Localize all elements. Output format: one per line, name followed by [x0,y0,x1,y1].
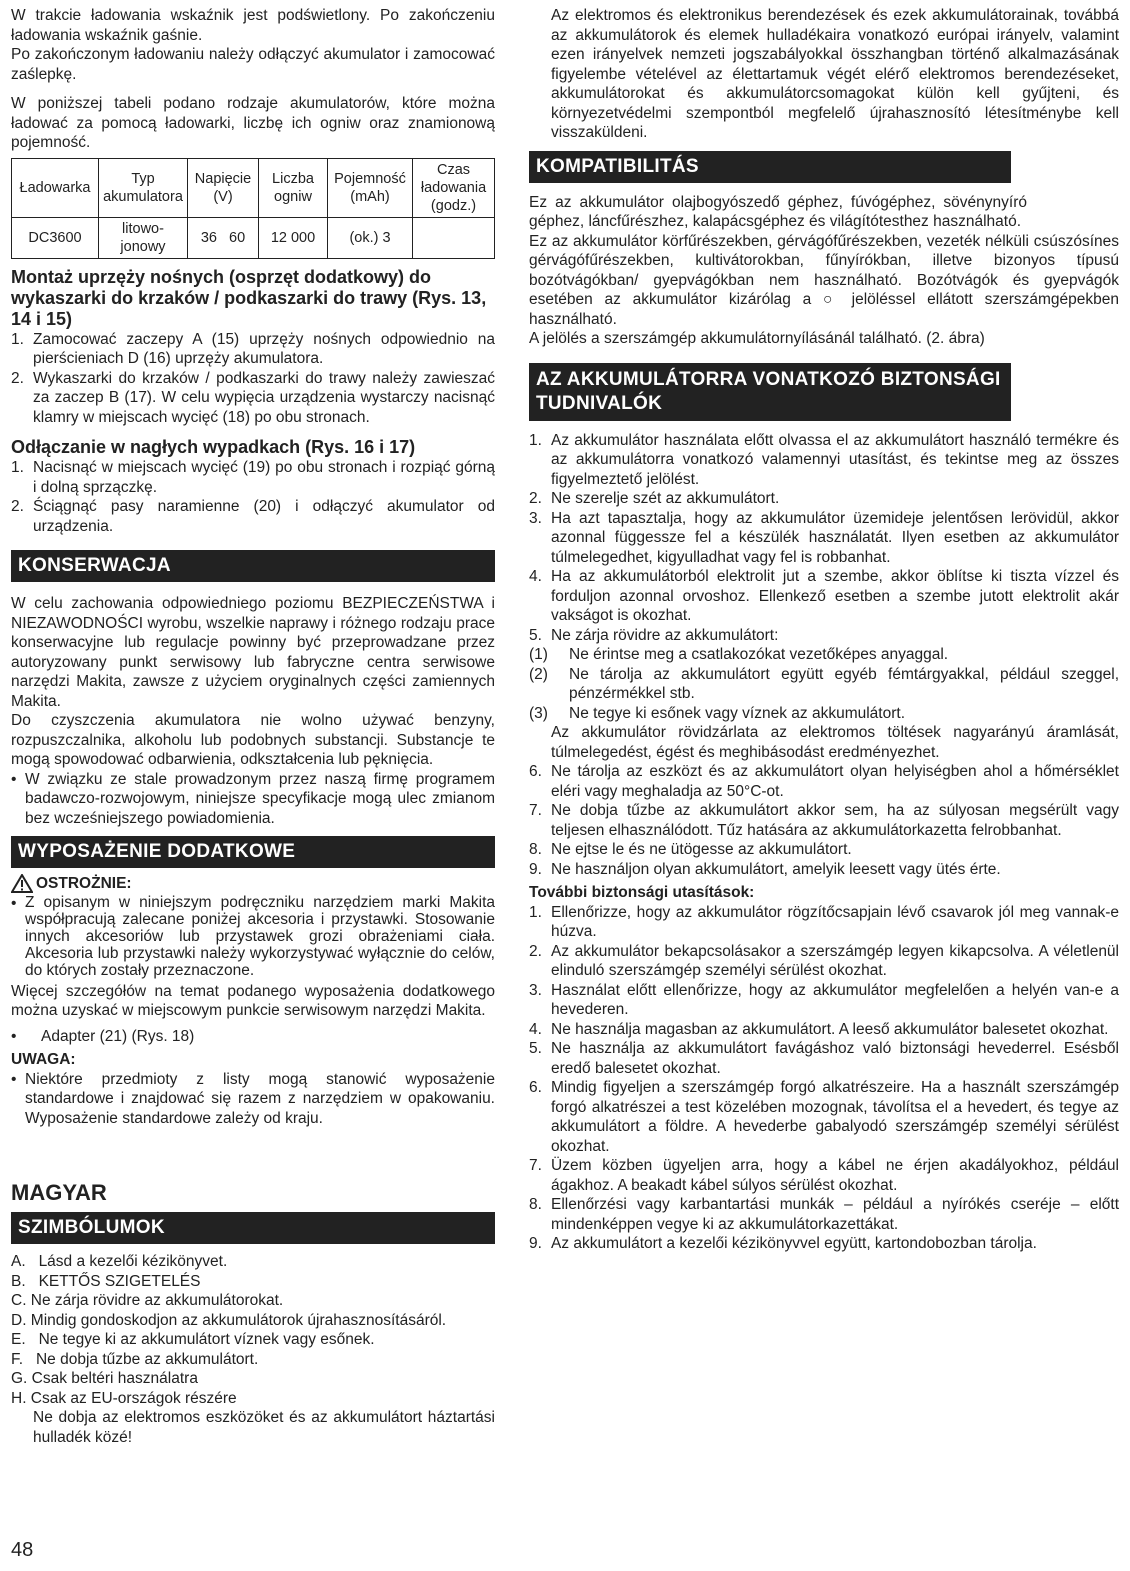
item-number: 5. [529,1040,542,1057]
short-circuit-paragraph: Az akkumulátor rövidzárlata az elektromos töltések nagyarányú áramlását, túlmelegedést, égést és meghibásodást eredményezhet. [551,724,1119,761]
symbol-item: G. Csak beltéri használatra [11,1370,198,1387]
list-item [11,894,495,979]
list-item [11,1070,495,1129]
item-text: Ne ejtse le és ne ütögesse az akkumulátort. [551,841,852,858]
item-text: Ellenőrzési vagy karbantartási munkák – például a nyírókés cseréje – előtt mindenképpen vegye ki az akkumulátorkazettákat. [551,1196,1119,1233]
item-number: 8. [529,841,542,858]
table-header: Napięcie (V) [188,158,259,217]
item-number: 1. [529,431,542,449]
item-text: Zamocować zaczepy A (15) uprzęży nośnych odpowiednio na pierścieniach D (16) uprzęży akumulatora. [33,330,495,367]
table-header: Ładowarka [12,158,99,217]
item-text: Ha azt tapasztalja, hogy az akkumulátor üzemideje jelentősen lerövidül, akkor azonnal függessze fel a készülék használatát. Ilyen esetben az akkumulátor túlmelegedhet, kigyulladhat vagy fel is robbanhat. [551,509,1119,566]
item-text: Üzem közben ügyeljen arra, hogy a kábel ne érjen akadályokhoz, például ágakhoz. A beakadt kábel súlyos sérülést okozhat. [551,1157,1119,1194]
note-label: UWAGA: [11,1051,76,1068]
item-text: Ha az akkumulátorból elektrolit jut a szembe, akkor öblítse ki tiszta vízzel és forduljon azonnal orvoshoz. Ellenkező esetben a szembe jutott elektrolit akár vakságot is okozhat. [551,568,1119,624]
bullet-icon: • [11,770,17,788]
item-number: 3. [529,509,542,527]
item-text: Niektóre przedmioty z listy mogą stanowić wyposażenie standardowe i znajdować się razem z narzędziem w opakowaniu. Wyposażenie standardowe zależy od kraju. [25,1070,495,1127]
item-number: 4. [529,568,542,585]
item-number: 6. [529,1079,542,1096]
item-number: 7. [529,802,542,819]
table-header: Liczba ogniw [259,158,328,217]
language-heading: MAGYAR [11,1180,107,1205]
list-item [529,567,1119,626]
item-text: Ne dobja tűzbe az akkumulátort akkor sem, ha az súlyosan megsérült vagy teljesen elhasználódott. Tűz hatására az akkumulátorkazetta felrobbanhat. [551,802,1119,839]
item-number: 2. [11,498,24,515]
table-cell: (ok.) 3 [328,217,413,258]
item-number: 1. [529,903,542,921]
symbol-item: C. Ne zárja rövidre az akkumulátorokat. [11,1292,284,1309]
item-text: Ne használjon olyan akkumulátort, amelyik leesett vagy ütés érte. [551,860,1001,878]
list-item [11,497,495,536]
item-text: Ne használja magasban az akkumulátort. A leeső akkumulátor balesetet okozhat. [551,1020,1109,1038]
item-text: Ne zárja rövidre az akkumulátort: [551,626,779,644]
battery-table [11,158,495,259]
item-text: Az akkumulátor bekapcsolásakor a szerszámgép legyen kikapcsolva. A véletlenül elinduló szerszámgép személyi sérülést okozhat. [551,942,1119,979]
list-item [529,626,1119,646]
cells-value: 60 [229,229,246,246]
item-number: 6. [529,763,542,780]
compat-paragraph-3: A jelölés a szerszámgép akkumulátornyílásánál található. (2. ábra) [529,330,985,347]
list-item [529,509,1119,568]
table-intro-paragraph: W poniższej tabeli podano rodzaje akumulatorów, które można ładować za pomocą ładowarki, liczbę ich ogniw oraz znamionową pojemność. [11,95,495,151]
right-column [529,6,1119,1254]
caution-text: OSTROŻNIE: [36,875,132,892]
item-text: Ne tárolja az akkumulátort együtt egyéb fémtárgyakkal, például szeggel, pénzérmékkel stb. [569,665,1119,702]
item-number: (3) [529,704,548,722]
item-text: Ne érintse meg a csatlakozókat vezetőképes anyaggal. [569,646,949,663]
table-cell: DC3600 [12,217,99,258]
item-text: Mindig figyeljen a szerszámgép forgó alkatrészeire. Ha a használt szerszámgép forgó alkatrészei a test közelében mozognak, távolítsa el a hevedert, és tegye az akkumulátort a földre. A hevederbe gabalyodó szerszámgép személyi sérülést okozhat. [551,1079,1119,1155]
list-item [529,1039,1119,1078]
bullet-icon: • [11,1027,17,1045]
charging-indicator-paragraph: W trakcie ładowania wskaźnik jest podświetlony. Po zakończeniu ładowania wskaźnik gaśnie. [11,7,495,44]
table-header-row [12,158,495,217]
item-number: 9. [529,860,542,878]
disconnect-paragraph: Po zakończonym ładowaniu należy odłączyć akumulator i zamocować zaślepkę. [11,46,495,83]
item-text: Az akkumulátor használata előtt olvassa el az akkumulátort használó termékre és az akkumulátorra vonatkozó valamennyi utasítást, és tekintse meg az összes figyelmeztető jelölést. [551,431,1119,488]
item-number: (2) [529,665,548,683]
list-item [529,1234,1119,1254]
list-item [529,704,1119,724]
item-text: Ne használja az akkumulátort favágáshoz való biztonsági hevederrel. Esésből eredő balesetet okozhat. [551,1040,1119,1077]
item-number: 8. [529,1196,542,1213]
warning-icon [11,874,33,893]
list-item [11,330,495,369]
item-number: 2. [11,369,24,387]
table-header: Typ akumulatora [99,158,188,217]
item-number: 2. [529,942,542,960]
symbol-item: A. Lásd a kezelői kézikönyvet. [11,1253,228,1270]
list-item [529,665,1119,704]
bullet-icon: • [11,1070,17,1088]
emergency-heading: Odłączanie w nagłych wypadkach (Rys. 16 i 17) [11,437,416,457]
accessories-paragraph: Więcej szczegółów na temat podanego wyposażenia dodatkowego można uzyskać w miejscowym punkcie serwisowym narzędzi Makita. [11,982,495,1019]
section-bar-accessories: WYPOSAŻENIE DODATKOWE [11,836,495,868]
page-number: 48 [11,1539,34,1561]
list-item [529,840,1119,860]
list-item [11,770,495,829]
compat-paragraph-1: Ez az akkumulátor olajbogyószedő géphez, fúvógéphez, sövénynyíró géphez, láncfűrészhez, kalapácsgéphez és világítótesthez használható. [529,193,1027,230]
table-row [12,217,495,258]
list-item [529,431,1119,490]
item-text: Wykaszarki do krzaków / podkaszarki do trawy należy zawieszać za zaczep B (17). W celu wypięcia urządzenia wystarczy nacisnąć klamry w miejscach wycięć (18) po obu stronach. [33,369,495,426]
item-text: Ściągnąć pasy naramienne (20) i odłączyć akumulator od urządzenia. [33,498,495,535]
maintenance-paragraph: W celu zachowania odpowiedniego poziomu BEZPIECZEŃSTWA i NIEZAWODNOŚCI wyrobu, wszelkie naprawy i różnego rodzaju prace konserwacyjne lub regulacje powinny być przeprowadzane przez autoryzowany punkt serwisowy lub fabryczne centra serwisowe narzędzi Makita, zawsze z użyciem oryginalnych części zamiennych Makita. [11,595,495,710]
table-header: Pojemność (mAh) [328,158,413,217]
section-bar-maintenance: KONSERWACJA [11,550,495,582]
item-text: Nacisnąć w miejscach wycięć (19) po obu stronach i rozpiąć górną i dolną sprzączkę. [33,459,495,496]
list-item [529,981,1119,1020]
item-number: 7. [529,1157,542,1174]
section-bar-battery-safety: AZ AKKUMULÁTORRA VONATKOZÓ BIZTONSÁGI TUDNIVALÓK [529,363,1011,421]
table-cell [413,217,495,258]
list-item [529,801,1119,840]
table-cell: 12 000 [259,217,328,258]
list-item [11,1027,495,1047]
item-text: Használat előtt ellenőrizze, hogy az akkumulátor megfelelően a helyén van-e a hevederen. [551,981,1119,1018]
item-number: 9. [529,1235,542,1252]
list-item [529,1195,1119,1234]
voltage-value: 36 [200,229,217,246]
symbol-h-continuation: Ne dobja az elektromos eszközöket és az akkumulátort háztartási hulladék közé! [33,1409,495,1446]
further-safety-heading: További biztonsági utasítások: [529,884,755,901]
left-column [11,6,495,1447]
symbol-item: B. KETTŐS SZIGETELÉS [11,1272,201,1290]
symbol-item: H. Csak az EU-országok részére [11,1389,237,1407]
harness-heading: Montaż uprzęży nośnych (osprzęt dodatkowy) do wykaszarki do krzaków / podkaszarki do trawy (Rys. 13, 14 i 15) [11,266,487,329]
item-text: Z opisanym w niniejszym podręczniku narzędziem marki Makita współpracują zalecane poniżej akcesoria i przystawki. Stosowanie innych akcesoriów lub przystawek grozi obrażeniami ciała. Akcesoria lub przystawki należy wykorzystywać wyłącznie do celów, do których zostały przeznaczone. [25,893,495,979]
list-item [529,762,1119,801]
cleaning-paragraph: Do czyszczenia akumulatora nie wolno używać benzyny, rozpuszczalnika, alkoholu lub podobnych substancji. Substancje te mogą spowodować odbarwienia, odkształcenia lub pęknięcia. [11,712,495,768]
caution-label [11,874,495,894]
list-item [529,942,1119,981]
item-text: Ne szerelje szét az akkumulátort. [551,490,780,507]
item-number: 4. [529,1020,542,1038]
item-text: Ne tárolja az eszközt és az akkumulátort olyan helyiségben ahol a hőmérséklet eléri vagy meghaladja az 50°C-ot. [551,763,1119,800]
item-text: Adapter (21) (Rys. 18) [41,1027,195,1045]
table-cell [188,217,259,258]
symbol-item: E. Ne tegye ki az akkumulátort víznek vagy esőnek. [11,1331,375,1348]
list-item [529,860,1119,880]
section-bar-symbols: SZIMBÓLUMOK [11,1212,495,1244]
compat-paragraph-2: Ez az akkumulátor körfűrészekben, gérvágófűrészekben, vezeték nélküli csúszósínes gérvágófűrészekben, kultivátorokban, fűnyírókban, illetve bizonyos típusú bozótvágókban/ gyepvágókban nem használható. Bozótvágók és gyepvágók esetében az akkumulátor kizárólag a ○ jelöléssel ellátott szerszámgépekben használható. [529,232,1119,328]
item-text: Ne tegye ki esőnek vagy víznek az akkumulátort. [569,704,905,722]
symbol-item: F. Ne dobja tűzbe az akkumulátort. [11,1350,259,1368]
item-number: 1. [11,459,24,476]
section-bar-compatibility: KOMPATIBILITÁS [529,151,1011,183]
bullet-icon: • [11,894,17,912]
item-number: (1) [529,646,548,663]
list-item [529,1156,1119,1195]
table-cell: litowo-jonowy [99,217,188,258]
item-text: Az akkumulátort a kezelői kézikönyvvel együtt, kartondobozban tárolja. [551,1235,1037,1252]
weee-paragraph: Az elektromos és elektronikus berendezések és ezek akkumulátorainak, továbbá az akkumulátorok és elemek hulladékaira vonatkozó európai irányelv, valamint ezen irányelvek nemzeti jogszabályokkal összhangban történő alkalmazásának figyelembe vételével az élettartamuk végét elérő elektromos berendezéseket, akkumulátorokat és akkumulátorcsomagokat külön kell gyűjteni, és környezetvédelmi szempontból megfelelő újrahasznosító létesítménybe kell visszaküldeni. [551,7,1119,141]
symbol-item: D. Mindig gondoskodjon az akkumulátorok újrahasznosításáról. [11,1311,447,1329]
list-item [11,369,495,428]
list-item [529,489,1119,509]
item-text: W związku ze stale prowadzonym przez naszą firmę programem badawczo-rozwojowym, niniejsze specyfikacje mogą ulec zmianom bez wcześniejszego powiadomienia. [25,770,495,827]
item-number: 2. [529,490,542,507]
list-item [529,903,1119,942]
item-number: 5. [529,626,542,644]
list-item [529,1020,1119,1040]
item-text: Ellenőrizze, hogy az akkumulátor rögzítőcsapjain lévő csavarok jól meg vannak-e húzva. [551,903,1119,940]
table-header: Czas ładowania (godz.) [413,158,495,217]
list-item [11,458,495,497]
list-item [529,645,1119,665]
list-item [529,1078,1119,1156]
item-number: 1. [11,330,24,348]
item-number: 3. [529,981,542,999]
